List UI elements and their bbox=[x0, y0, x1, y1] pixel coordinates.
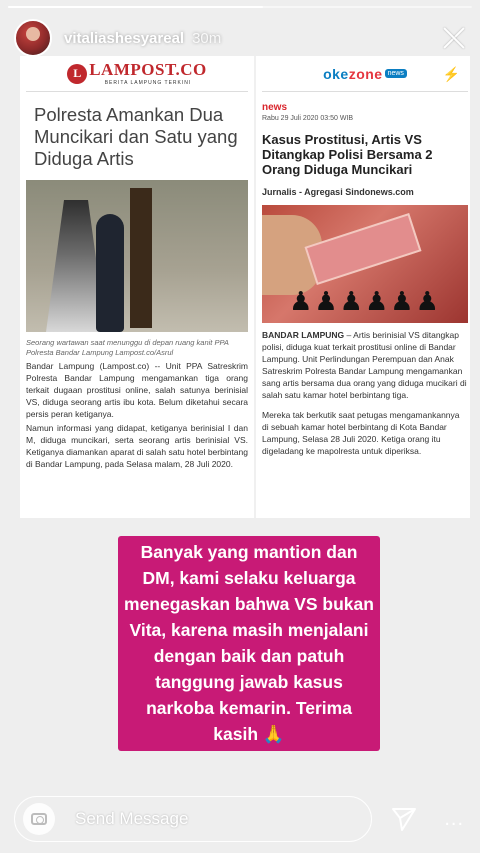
camera-button[interactable] bbox=[23, 803, 55, 835]
story-progress-fill bbox=[8, 6, 263, 8]
okezone-headline: Kasus Prostitusi, Artis VS Ditangkap Polisi Bersama 2 Orang Diduga Muncikari bbox=[262, 132, 433, 177]
lampost-article bbox=[20, 56, 256, 518]
send-icon[interactable] bbox=[390, 805, 418, 833]
okezone-body-1: – Artis berinisial VS ditangkap polisi, diduga kuat terkait prostitusi online di Bandar Lampung. Unit Perlindungan Perempuan dan Anak Satreskrim Polresta Bandar Lampung mengamankan sang artis bersama dua orang yang diduga mucikari di salah satu kamar hotel berbintang tiga. bbox=[262, 330, 467, 400]
lampost-headline: Polresta Amankan Dua Muncikari dan Satu yang Diduga Artis bbox=[34, 104, 238, 169]
okezone-category: news bbox=[262, 102, 288, 113]
lampost-logo-tagline: BERITA LAMPUNG TERKINI bbox=[104, 80, 192, 86]
lampost-logo-mark: L bbox=[67, 64, 87, 84]
okezone-logo bbox=[262, 56, 468, 92]
okezone-date: Rabu 29 Juli 2020 03:50 WIB bbox=[262, 115, 354, 122]
okezone-article bbox=[256, 56, 474, 518]
story-caption: Banyak yang mantion dan DM, kami selaku keluarga menegaskan bahwa VS bukan Vita, karena masih menjalani dengan baik dan patuh tanggung jawab kasus narkoba kemarin. Terima kasih 🙏 bbox=[118, 536, 380, 751]
lampost-body-1: Bandar Lampung (Lampost.co) -- Unit PPA Satreskrim Polresta Bandar Lampung mengamankan tiga orang terkait dugaan prostitusi online, salah satunya berinisial VS, diduga seorang artis ibu kota. Belum diketahui secara persis peran ketiganya. bbox=[26, 361, 248, 419]
camera-icon bbox=[31, 813, 47, 825]
okezone-lead-dateline: BANDAR LAMPUNG bbox=[262, 330, 345, 340]
post-time: 30m bbox=[192, 29, 222, 47]
news-screenshot-collage bbox=[20, 56, 470, 518]
story-header bbox=[14, 18, 468, 58]
story-footer bbox=[14, 796, 468, 842]
lampost-logo-text: LAMPOST.CO bbox=[89, 60, 207, 79]
close-icon[interactable] bbox=[440, 24, 468, 52]
lampost-logo bbox=[26, 56, 248, 92]
send-message-box[interactable] bbox=[14, 796, 372, 842]
bolt-icon: ⚡ bbox=[442, 66, 460, 82]
okezone-body bbox=[262, 329, 468, 457]
okezone-logo-badge: news bbox=[385, 69, 407, 78]
okezone-author: Jurnalis - Agregasi Sindonews.com bbox=[262, 187, 414, 197]
lampost-body-2: Namun informasi yang didapat, ketiganya berinisial I dan M, diduga muncikari, serta seorang artis berinisial VS. Ketiganya diamankan aparat di salah satu hotel berbintang di Bandar Lampung, pada Selasa malam, 28 Juli 2020. bbox=[26, 423, 248, 469]
lampost-photo bbox=[26, 180, 248, 332]
lampost-photo-caption: Seorang wartawan saat menunggu di depan ruang kanit PPA Polresta Bandar Lampung Lampost.co/Asrul bbox=[26, 338, 229, 357]
more-icon[interactable]: ... bbox=[444, 808, 464, 830]
okezone-logo-text: okezone bbox=[323, 65, 383, 82]
okezone-body-2: Mereka tak berkutik saat petugas mengamankannya di sebuah kamar hotel berbintang di Kota Bandar Lampung, Selasa 28 Juli 2020. Ketiga orang itu digeladang ke mapolresta untuk diperiksa. bbox=[262, 410, 460, 456]
send-message-input[interactable]: Send Message bbox=[75, 809, 189, 828]
avatar[interactable] bbox=[14, 19, 52, 57]
okezone-photo: ♟♟♟♟♟♟ bbox=[262, 205, 468, 323]
story-progress-bar bbox=[8, 6, 472, 8]
username[interactable]: vitaliashesyareal bbox=[64, 29, 185, 47]
